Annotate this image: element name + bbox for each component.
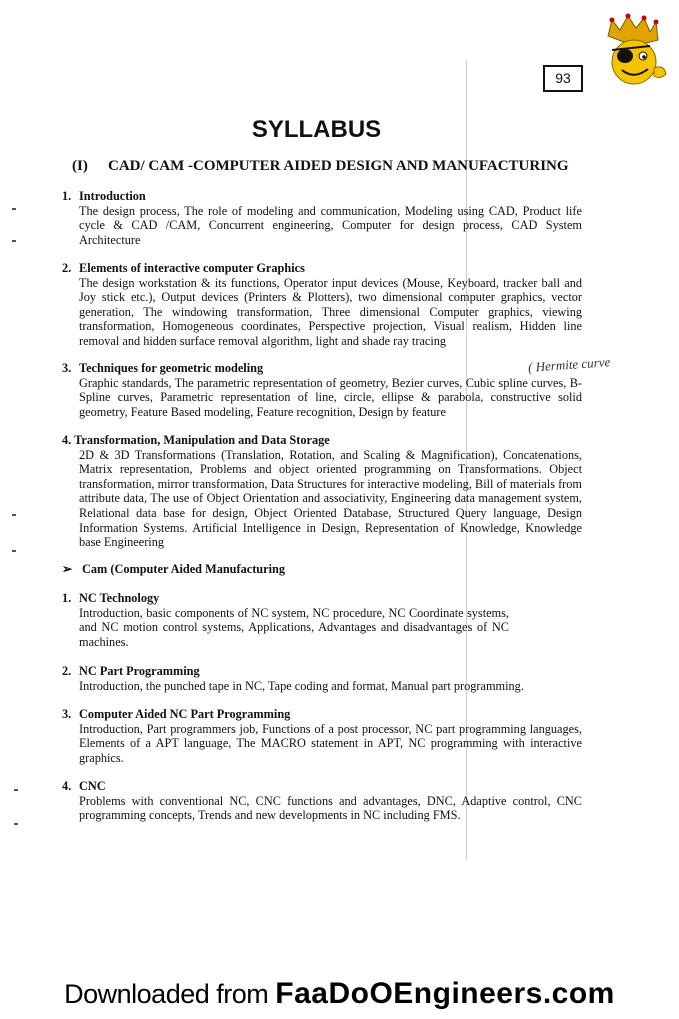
section-heading [62, 189, 582, 204]
section-number: 3. [62, 361, 72, 375]
section-number: 1. [62, 591, 72, 605]
section-heading-text: Computer Aided NC Part Programming [79, 707, 291, 721]
cam-section-4 [62, 779, 582, 823]
section-body: The design workstation & its functions, Operator input devices (Mouse, Keyboard, tracker ball and Joy stick etc.), Output devices (Printers & Plotters), two dimensional computer graphics, vector generation, The windowing transformation, Three dimensional Computer graphics, viewing transformation, Homogeneous coordinates, Perspective projection, Visual realism, Hidden line removal and hidden surface removal algorithm, light and shade ray tracing [79, 275, 582, 348]
page-title: SYLLABUS [251, 116, 382, 143]
handwritten-note: ( Hermite curve [527, 354, 611, 375]
cam-heading [62, 562, 285, 577]
section-body: Graphic standards, The parametric representation of geometry, Bezier curves, Cubic spline curves, B-Spline curves, Parametric representation of line, circle, ellipse & parabola, constructive solid geometry, Feature Based modeling, Feature recognition, Design by feature [79, 375, 582, 419]
subtitle-roman-numeral: (I) [72, 158, 88, 174]
section-body: Problems with conventional NC, CNC functions and advantages, DNC, Adaptive control, CNC programming concepts, Trends and new developments in NC including FMS. [79, 793, 582, 823]
cam-section-2 [62, 664, 582, 693]
section-heading-text: CNC [79, 779, 106, 793]
section-body: Introduction, the punched tape in NC, Tape coding and format, Manual part programming. [79, 678, 524, 693]
scan-speck [14, 823, 18, 825]
section-heading [62, 779, 582, 794]
scan-speck [12, 514, 16, 516]
section-heading-text: Elements of interactive computer Graphics [79, 261, 305, 275]
section-number: 2. [62, 664, 72, 678]
page-number-box: 93 [543, 65, 583, 92]
cad-section-1 [62, 189, 582, 247]
section-heading [62, 591, 582, 606]
cam-section-1 [62, 591, 582, 649]
section-heading-text: NC Part Programming [79, 664, 200, 678]
section-body: Introduction, basic components of NC system, NC procedure, NC Coordinate systems, and NC motion control systems, Applications, Advantages and disadvantages of NC machines. [79, 605, 509, 649]
section-heading [62, 433, 582, 448]
section-heading-text: Transformation, Manipulation and Data Storage [74, 433, 330, 447]
cam-section-3 [62, 707, 582, 765]
section-heading [62, 361, 582, 376]
cam-heading-text: Cam (Computer Aided Manufacturing [82, 562, 286, 576]
section-heading [62, 261, 582, 276]
scan-speck [12, 208, 16, 210]
subtitle-text: CAD/ CAM -COMPUTER AIDED DESIGN AND MANUFACTURING [108, 158, 569, 174]
cad-section-2 [62, 261, 582, 349]
section-body: The design process, The role of modeling and communication, Modeling using CAD, Product life cycle & CAD /CAM, Concurrent engineering, Computer for design process, CAD System Architecture [79, 203, 582, 247]
section-heading-text: NC Technology [79, 591, 160, 605]
footer-brand-text: FaaDoOEngineers.com [275, 977, 615, 1010]
section-heading [62, 707, 582, 722]
section-number: 3. [62, 707, 72, 721]
arrow-bullet-icon: ➢ [62, 562, 73, 576]
section-heading [62, 664, 582, 679]
scan-speck [12, 240, 16, 242]
section-number: 4. [62, 779, 72, 793]
section-heading-text: Introduction [79, 189, 146, 203]
section-heading-text: Techniques for geometric modeling [79, 361, 264, 375]
section-body: Introduction, Part programmers job, Functions of a post processor, NC part programming languages, Elements of a APT language, The MACRO statement in APT, NC programming with interactive graphics. [79, 721, 582, 765]
mascot-logo-icon [598, 12, 670, 88]
cad-section-3 [62, 361, 582, 419]
section-body: 2D & 3D Transformations (Translation, Rotation, and Scaling & Magnification), Concatenations, Matrix representation, Problems and object oriented programming on Transformations. Object transformation, mirror transformation, Data Structures for interactive modeling, Bill of materials from attribute data, The use of Object Orientation and associativity, Engineering data management system, Relational data base for design, Object Oriented Database, Structured Query language, Design Information Systems. Artificial Intelligence in Design, Representation of Knowledge, Knowledge base Engineering [79, 447, 582, 550]
download-source-footer [0, 977, 679, 1011]
scan-speck [14, 789, 18, 791]
cad-section-4 [62, 433, 582, 550]
syllabus-subtitle [72, 158, 569, 175]
scan-speck [12, 550, 16, 552]
section-number: 4. [62, 433, 72, 447]
footer-plain-text: Downloaded from [64, 979, 276, 1009]
section-number: 2. [62, 261, 72, 275]
section-number: 1. [62, 189, 72, 203]
